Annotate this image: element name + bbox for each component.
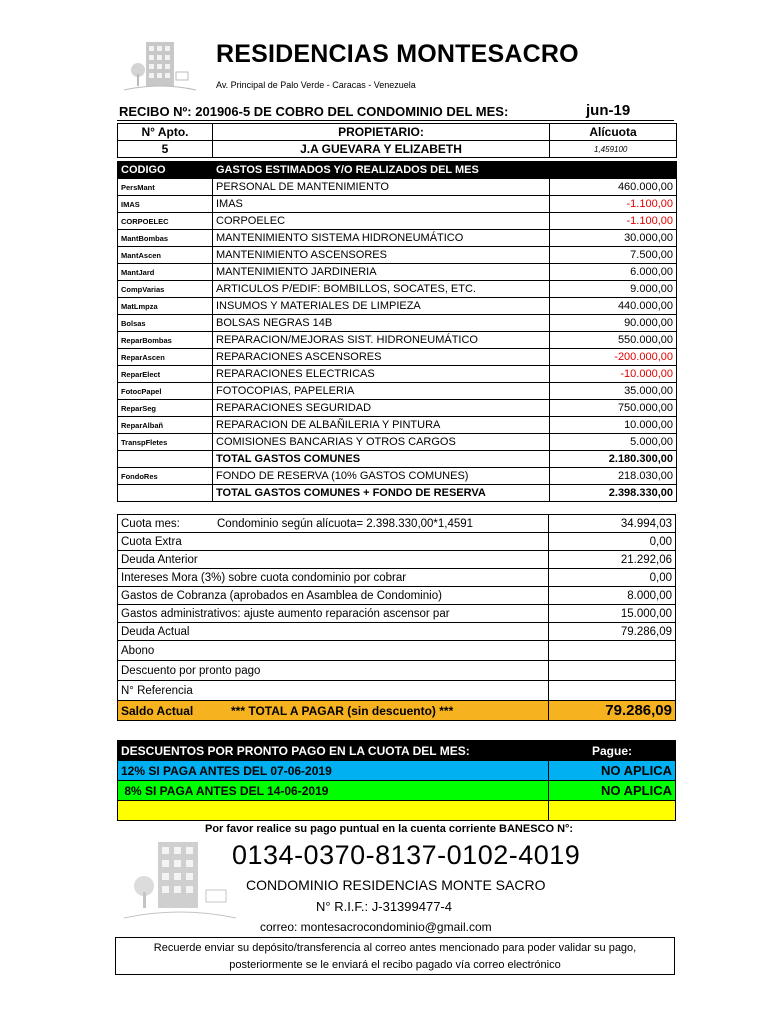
expense-row: [118, 196, 677, 213]
cuota-label: Cuota mes:: [121, 517, 180, 530]
expense-code: ReparElect: [118, 366, 213, 383]
expense-amount: -200.000,00: [550, 349, 677, 366]
apto-value: 5: [118, 141, 213, 158]
expense-row: [118, 281, 677, 298]
owner-table: [117, 123, 677, 158]
summary-row: [118, 533, 676, 551]
summary-label: Deuda Anterior: [118, 551, 549, 569]
payment-note: Por favor realice su pago puntual en la cuenta corriente BANESCO N°:: [205, 823, 574, 835]
expense-row: [118, 230, 677, 247]
summary-row: [118, 623, 676, 641]
summary-row: [118, 661, 676, 681]
discount-blank-row: [118, 801, 676, 821]
receipt-label: RECIBO Nº: 201906-5 DE COBRO DEL CONDOMINIO DEL MES:: [119, 104, 509, 119]
expense-row: [118, 247, 677, 264]
saldo-value: 79.286,09: [549, 701, 676, 721]
discount-8-value: NO APLICA: [549, 781, 676, 801]
grand-value: 2.398.330,00: [550, 485, 677, 502]
expense-amount: 90.000,00: [550, 315, 677, 332]
summary-row: [118, 569, 676, 587]
expense-row: [118, 264, 677, 281]
summary-label: N° Referencia: [118, 681, 549, 701]
summary-label: Gastos administrativos: ajuste aumento reparación ascensor par: [118, 605, 549, 623]
contact-email: correo: montesacrocondominio@gmail.com: [260, 920, 492, 934]
expense-desc: ARTICULOS P/EDIF: BOMBILLOS, SOCATES, ETC.: [213, 281, 550, 298]
expense-code: CORPOELEC: [118, 213, 213, 230]
expense-code: IMAS: [118, 196, 213, 213]
expense-desc: REPARACION/MEJORAS SIST. HIDRONEUMÁTICO: [213, 332, 550, 349]
discounts-table: [117, 740, 676, 821]
expense-row: [118, 315, 677, 332]
expense-amount: 460.000,00: [550, 179, 677, 196]
owner-value: J.A GUEVARA Y ELIZABETH: [213, 141, 550, 158]
saldo-desc: *** TOTAL A PAGAR (sin descuento) ***: [231, 703, 454, 718]
expense-row: [118, 400, 677, 417]
expense-code: MantJard: [118, 264, 213, 281]
expense-desc: IMAS: [213, 196, 550, 213]
reserve-code: FondoRes: [118, 468, 213, 485]
expense-code: ReparBombas: [118, 332, 213, 349]
expense-desc: REPARACION DE ALBAÑILERIA Y PINTURA: [213, 417, 550, 434]
expense-row: [118, 417, 677, 434]
expense-amount: 750.000,00: [550, 400, 677, 417]
summary-row: [118, 641, 676, 661]
expense-row: [118, 332, 677, 349]
discount-12-label: 12% SI PAGA ANTES DEL 07-06-2019: [118, 761, 549, 781]
discounts-header: DESCUENTOS POR PRONTO PAGO EN LA CUOTA DEL MES:: [118, 741, 549, 761]
cuota-formula: Condominio según alícuota= 2.398.330,00*1,4591: [217, 517, 474, 530]
reserve-row: [118, 468, 677, 485]
summary-value: [549, 641, 676, 661]
discount-row-12: [118, 761, 676, 781]
col-apto-header: N° Apto.: [118, 124, 213, 141]
expense-code: ReparSeg: [118, 400, 213, 417]
cuota-value: 34.994,03: [549, 515, 676, 533]
expense-desc: REPARACIONES ASCENSORES: [213, 349, 550, 366]
saldo-row: [118, 701, 676, 721]
organization-name: CONDOMINIO RESIDENCIAS MONTE SACRO: [246, 877, 546, 893]
col-owner-header: PROPIETARIO:: [213, 124, 550, 141]
summary-row: [118, 551, 676, 569]
summary-value: 8.000,00: [549, 587, 676, 605]
building-logo-icon: [120, 38, 200, 94]
expense-amount: -1.100,00: [550, 213, 677, 230]
grand-total-row: [118, 485, 677, 502]
col-amount-header: [550, 162, 677, 179]
cuota-cell: [118, 515, 549, 533]
expense-amount: 10.000,00: [550, 417, 677, 434]
expense-desc: MANTENIMIENTO SISTEMA HIDRONEUMÁTICO: [213, 230, 550, 247]
total-value: 2.180.300,00: [550, 451, 677, 468]
expense-code: PersMant: [118, 179, 213, 196]
summary-label: Abono: [118, 641, 549, 661]
summary-row: [118, 681, 676, 701]
expense-code: ReparAlbañ: [118, 417, 213, 434]
expense-row: [118, 349, 677, 366]
expense-amount: 440.000,00: [550, 298, 677, 315]
expenses-header-row: [118, 162, 677, 179]
expense-amount: 35.000,00: [550, 383, 677, 400]
expense-desc: FOTOCOPIAS, PAPELERIA: [213, 383, 550, 400]
expense-desc: PERSONAL DE MANTENIMIENTO: [213, 179, 550, 196]
expense-amount: -10.000,00: [550, 366, 677, 383]
expense-code: MantAscen: [118, 247, 213, 264]
grand-code: [118, 485, 213, 502]
expense-amount: 6.000,00: [550, 264, 677, 281]
expense-code: MantBombas: [118, 230, 213, 247]
total-label: TOTAL GASTOS COMUNES: [213, 451, 550, 468]
building-logo-bottom-icon: [118, 838, 242, 928]
total-common-row: [118, 451, 677, 468]
expense-code: Bolsas: [118, 315, 213, 332]
expense-amount: 30.000,00: [550, 230, 677, 247]
expenses-table: [117, 161, 677, 502]
summary-label: Cuota Extra: [118, 533, 549, 551]
col-share-header: Alícuota: [550, 124, 677, 141]
discount-row-8: [118, 781, 676, 801]
expense-desc: REPARACIONES ELECTRICAS: [213, 366, 550, 383]
rif-number: N° R.I.F.: J-31399477-4: [316, 899, 452, 914]
reminder-note: [115, 937, 675, 975]
header-divider: [117, 120, 674, 121]
blank-cell-1: [118, 801, 549, 821]
reminder-line-2: posteriormente se le enviará el recibo pagado vía correo electrónico: [229, 959, 561, 971]
share-value: 1,459100: [550, 141, 677, 158]
expense-desc: CORPOELEC: [213, 213, 550, 230]
blank-cell-2: [549, 801, 676, 821]
summary-value: 79.286,09: [549, 623, 676, 641]
summary-label: Descuento por pronto pago: [118, 661, 549, 681]
summary-label: Gastos de Cobranza (aprobados en Asamblea de Condominio): [118, 587, 549, 605]
grand-label: TOTAL GASTOS COMUNES + FONDO DE RESERVA: [213, 485, 550, 502]
summary-value: [549, 681, 676, 701]
summary-value: 15.000,00: [549, 605, 676, 623]
expense-row: [118, 213, 677, 230]
reminder-line-1: Recuerde enviar su depósito/transferencia al correo antes mencionado para poder validar su pago,: [153, 942, 637, 954]
expense-row: [118, 179, 677, 196]
discount-8-label: 8% SI PAGA ANTES DEL 14-06-2019: [118, 781, 549, 801]
expense-row: [118, 366, 677, 383]
expense-desc: BOLSAS NEGRAS 14B: [213, 315, 550, 332]
expense-code: MatLmpza: [118, 298, 213, 315]
summary-row: [118, 587, 676, 605]
summary-label: Intereses Mora (3%) sobre cuota condominio por cobrar: [118, 569, 549, 587]
col-code-header: CODIGO: [118, 162, 213, 179]
expense-amount: -1.100,00: [550, 196, 677, 213]
expense-desc: MANTENIMIENTO JARDINERIA: [213, 264, 550, 281]
summary-value: 21.292,06: [549, 551, 676, 569]
discount-12-value: NO APLICA: [549, 761, 676, 781]
reserve-label: FONDO DE RESERVA (10% GASTOS COMUNES): [213, 468, 550, 485]
expense-desc: INSUMOS Y MATERIALES DE LIMPIEZA: [213, 298, 550, 315]
expense-code: ReparAscen: [118, 349, 213, 366]
summary-value: [549, 661, 676, 681]
address: Av. Principal de Palo Verde - Caracas - Venezuela: [216, 80, 416, 90]
summary-value: 0,00: [549, 533, 676, 551]
expense-amount: 9.000,00: [550, 281, 677, 298]
page-title: RESIDENCIAS MONTESACRO: [216, 40, 579, 68]
expense-row: [118, 383, 677, 400]
expense-code: FotocPapel: [118, 383, 213, 400]
summary-value: 0,00: [549, 569, 676, 587]
saldo-label: Saldo Actual: [121, 703, 194, 718]
expense-desc: COMISIONES BANCARIAS Y OTROS CARGOS: [213, 434, 550, 451]
expense-desc: REPARACIONES SEGURIDAD: [213, 400, 550, 417]
expense-amount: 550.000,00: [550, 332, 677, 349]
pay-header: Pague:: [549, 741, 676, 761]
expense-desc: MANTENIMIENTO ASCENSORES: [213, 247, 550, 264]
expense-code: TranspFletes: [118, 434, 213, 451]
expense-row: [118, 434, 677, 451]
total-code: [118, 451, 213, 468]
receipt-month: jun-19: [586, 102, 631, 119]
summary-label: Deuda Actual: [118, 623, 549, 641]
saldo-cell: [118, 701, 549, 721]
discounts-header-row: [118, 741, 676, 761]
expense-row: [118, 298, 677, 315]
cuota-row: [118, 515, 676, 533]
expense-amount: 7.500,00: [550, 247, 677, 264]
reserve-value: 218.030,00: [550, 468, 677, 485]
col-desc-header: GASTOS ESTIMADOS Y/O REALIZADOS DEL MES: [213, 162, 550, 179]
summary-row: [118, 605, 676, 623]
expense-code: CompVarias: [118, 281, 213, 298]
summary-table: [117, 514, 676, 721]
account-number: 0134-0370-8137-0102-4019: [232, 840, 581, 870]
expense-amount: 5.000,00: [550, 434, 677, 451]
